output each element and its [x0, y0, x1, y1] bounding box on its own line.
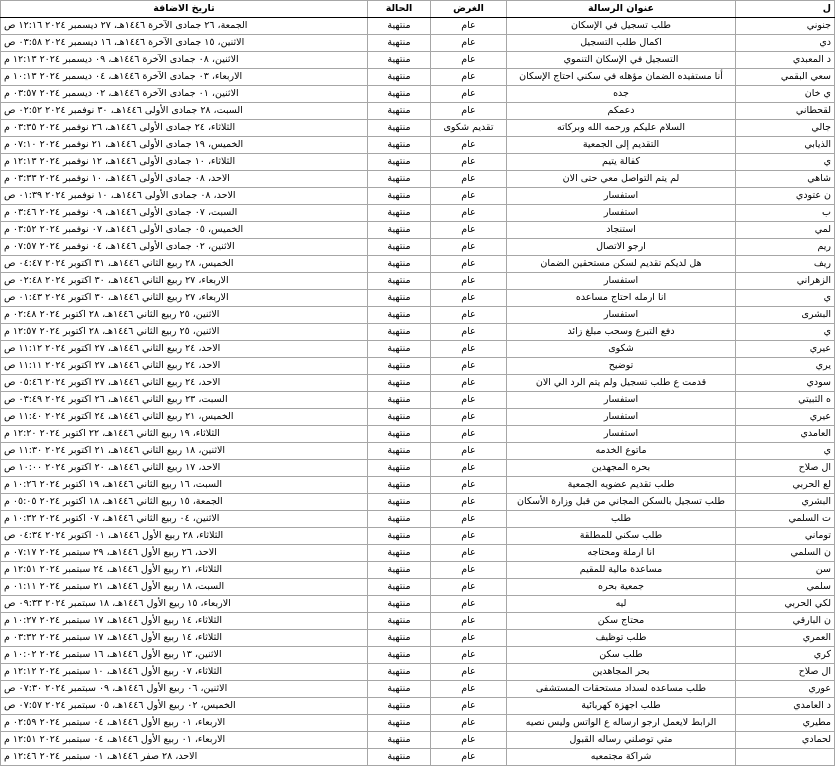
cell-name[interactable]: ن عتودي [736, 188, 835, 205]
cell-purpose[interactable]: عام [431, 749, 507, 766]
cell-date[interactable]: الاثنين، ٢٥ ربيع الثاني ١٤٤٦هـ، ٢٨ اكتوبر ٢٠٢٤ ١٢:٥٧ م [1, 324, 368, 341]
cell-status[interactable]: منتهية [368, 358, 431, 375]
cell-status[interactable]: منتهية [368, 103, 431, 120]
cell-date[interactable]: الاربعاء، ٠١ ربيع الأول ١٤٤٦هـ، ٠٤ سبتمبر ٢٠٢٤ ١٢:٥١ م [1, 732, 368, 749]
table-row[interactable] [1, 749, 835, 766]
cell-purpose[interactable]: عام [431, 562, 507, 579]
cell-status[interactable]: منتهية [368, 562, 431, 579]
cell-name[interactable]: لحمادي [736, 732, 835, 749]
cell-title[interactable]: طلب اجهزة كهربائية [507, 698, 736, 715]
cell-date[interactable]: الخميس، ٢٨ ربيع الثاني ١٤٤٦هـ، ٣١ اكتوبر ٢٠٢٤ ٠٤:٤٧ ص [1, 256, 368, 273]
table-row[interactable] [1, 273, 835, 290]
cell-purpose[interactable]: عام [431, 613, 507, 630]
cell-title[interactable]: استفسار [507, 392, 736, 409]
cell-purpose[interactable]: عام [431, 341, 507, 358]
cell-title[interactable]: اكمال طلب التسجيل [507, 35, 736, 52]
cell-status[interactable]: منتهية [368, 664, 431, 681]
table-row[interactable] [1, 443, 835, 460]
table-row[interactable] [1, 137, 835, 154]
cell-title[interactable]: أنا مستفيده الضمان مؤهله في سكني احتاج الإسكان [507, 69, 736, 86]
table-row[interactable] [1, 375, 835, 392]
cell-status[interactable]: منتهية [368, 307, 431, 324]
cell-purpose[interactable]: عام [431, 477, 507, 494]
cell-name[interactable]: ه الثبيتي [736, 392, 835, 409]
cell-date[interactable]: الاربعاء، ٠٣ جمادى الآخرة ١٤٤٦هـ، ٠٤ ديسمبر ٢٠٢٤ ١٠:١٣ م [1, 69, 368, 86]
cell-title[interactable]: شكوى [507, 341, 736, 358]
cell-purpose[interactable]: عام [431, 290, 507, 307]
cell-name[interactable]: سودي [736, 375, 835, 392]
header-name[interactable]: ل [736, 1, 835, 18]
cell-purpose[interactable]: عام [431, 494, 507, 511]
table-row[interactable] [1, 562, 835, 579]
cell-title[interactable]: استفسار [507, 307, 736, 324]
header-row [1, 1, 835, 18]
cell-purpose[interactable]: عام [431, 545, 507, 562]
cell-purpose[interactable]: عام [431, 103, 507, 120]
cell-status[interactable]: منتهية [368, 171, 431, 188]
cell-title[interactable]: استفسار [507, 273, 736, 290]
cell-date[interactable]: الاحد، ٢٦ ربيع الأول ١٤٤٦هـ، ٢٩ سبتمبر ٢٠٢٤ ٠٧:١٧ م [1, 545, 368, 562]
cell-name[interactable]: دي [736, 35, 835, 52]
cell-name[interactable] [736, 749, 835, 766]
header-status[interactable]: الحالة [368, 1, 431, 18]
table-row[interactable] [1, 613, 835, 630]
cell-name[interactable]: ن السلمي [736, 545, 835, 562]
cell-name[interactable]: ي [736, 324, 835, 341]
cell-purpose[interactable]: عام [431, 256, 507, 273]
cell-title[interactable]: بحره المجهدين [507, 460, 736, 477]
cell-date[interactable]: الاثنين، ٢٥ ربيع الثاني ١٤٤٦هـ، ٢٨ اكتوبر ٢٠٢٤ ٠٢:٤٨ م [1, 307, 368, 324]
cell-date[interactable]: الاثنين، ٠١ جمادى الآخرة ١٤٤٦هـ، ٠٢ ديسمبر ٢٠٢٤ ٠٣:٥٧ م [1, 86, 368, 103]
cell-date[interactable]: الاحد، ٠٨ جمادى الأولى ١٤٤٦هـ، ١٠ نوفمبر ٢٠٢٤ ٠٣:٣٣ م [1, 171, 368, 188]
cell-date[interactable]: الثلاثاء، ١٤ ربيع الأول ١٤٤٦هـ، ١٧ سبتمبر ٢٠٢٤ ٠٣:٣٢ م [1, 630, 368, 647]
table-row[interactable] [1, 35, 835, 52]
table-row[interactable] [1, 86, 835, 103]
cell-status[interactable]: منتهية [368, 715, 431, 732]
table-row[interactable] [1, 103, 835, 120]
cell-name[interactable]: عوري [736, 681, 835, 698]
cell-title[interactable]: توضيح [507, 358, 736, 375]
table-row[interactable] [1, 545, 835, 562]
cell-name[interactable]: سن [736, 562, 835, 579]
cell-date[interactable]: الاثنين، ٠٨ جمادى الآخرة ١٤٤٦هـ، ٠٩ ديسمبر ٢٠٢٤ ١٢:١٣ م [1, 52, 368, 69]
cell-date[interactable]: الاثنين، ٠٢ جمادى الأولى ١٤٤٦هـ، ٠٤ نوفمبر ٢٠٢٤ ٠٧:٥٧ م [1, 239, 368, 256]
cell-status[interactable]: منتهية [368, 443, 431, 460]
table-row[interactable] [1, 392, 835, 409]
cell-title[interactable]: طلب سكن [507, 647, 736, 664]
table-row[interactable] [1, 409, 835, 426]
cell-date[interactable]: الاربعاء، ١٥ ربيع الأول ١٤٤٦هـ، ١٨ سبتمبر ٢٠٢٤ ٠٩:٣٣ ص [1, 596, 368, 613]
cell-name[interactable]: عيري [736, 409, 835, 426]
cell-title[interactable]: دفع التبرع وسحب مبلغ زائد [507, 324, 736, 341]
cell-status[interactable]: منتهية [368, 273, 431, 290]
cell-purpose[interactable]: عام [431, 426, 507, 443]
cell-name[interactable]: العمري [736, 630, 835, 647]
cell-name[interactable]: جنوني [736, 18, 835, 35]
cell-title[interactable]: التقديم إلى الجمعية [507, 137, 736, 154]
cell-date[interactable]: الاربعاء، ٢٧ ربيع الثاني ١٤٤٦هـ، ٣٠ اكتوبر ٢٠٢٤ ٠١:٤٣ ص [1, 290, 368, 307]
cell-title[interactable]: طلب [507, 511, 736, 528]
cell-title[interactable]: طلب سكني للمطلقة [507, 528, 736, 545]
cell-name[interactable]: ريم [736, 239, 835, 256]
cell-name[interactable]: البشرى [736, 307, 835, 324]
cell-purpose[interactable]: عام [431, 732, 507, 749]
cell-title[interactable]: جمعية بحره [507, 579, 736, 596]
table-row[interactable] [1, 664, 835, 681]
cell-title[interactable]: قدمت ع طلب تسجيل ولم يتم الرد الي الان [507, 375, 736, 392]
cell-name[interactable]: د المعبدي [736, 52, 835, 69]
cell-status[interactable]: منتهية [368, 545, 431, 562]
cell-purpose[interactable]: عام [431, 375, 507, 392]
cell-date[interactable]: الثلاثاء، ١٠ جمادى الأولى ١٤٤٦هـ، ١٢ نوفمبر ٢٠٢٤ ١٢:١٣ م [1, 154, 368, 171]
cell-date[interactable]: الخميس، ٢١ ربيع الثاني ١٤٤٦هـ، ٢٤ اكتوبر ٢٠٢٤ ١١:٤٠ ص [1, 409, 368, 426]
table-row[interactable] [1, 256, 835, 273]
table-row[interactable] [1, 477, 835, 494]
cell-status[interactable]: منتهية [368, 613, 431, 630]
cell-name[interactable]: كري [736, 647, 835, 664]
cell-name[interactable]: ي خان [736, 86, 835, 103]
cell-status[interactable]: منتهية [368, 426, 431, 443]
table-row[interactable] [1, 154, 835, 171]
cell-purpose[interactable]: عام [431, 205, 507, 222]
cell-purpose[interactable]: عام [431, 460, 507, 477]
cell-name[interactable]: ريف [736, 256, 835, 273]
cell-purpose[interactable]: عام [431, 409, 507, 426]
cell-date[interactable]: السبت، ٠٧ جمادى الأولى ١٤٤٦هـ، ٠٩ نوفمبر ٢٠٢٤ ٠٣:٤٦ م [1, 205, 368, 222]
cell-name[interactable]: يري [736, 358, 835, 375]
cell-date[interactable]: الجمعة، ٢٦ جمادى الآخرة ١٤٤٦هـ، ٢٧ ديسمبر ٢٠٢٤ ١٢:١٦ ص [1, 18, 368, 35]
table-row[interactable] [1, 460, 835, 477]
cell-title[interactable]: طلب تقديم عضويه الجمعية [507, 477, 736, 494]
table-row[interactable] [1, 647, 835, 664]
cell-purpose[interactable]: عام [431, 324, 507, 341]
cell-name[interactable]: جالي [736, 120, 835, 137]
cell-status[interactable]: منتهية [368, 188, 431, 205]
cell-name[interactable]: لقحطاني [736, 103, 835, 120]
cell-date[interactable]: الخميس، ٠٥ جمادى الأولى ١٤٤٦هـ، ٠٧ نوفمبر ٢٠٢٤ ٠٣:٥٢ م [1, 222, 368, 239]
cell-date[interactable]: الاثنين، ١٨ ربيع الثاني ١٤٤٦هـ، ٢١ اكتوبر ٢٠٢٤ ١١:٣٠ ص [1, 443, 368, 460]
cell-purpose[interactable]: عام [431, 222, 507, 239]
cell-date[interactable]: الاثنين، ٠٦ ربيع الأول ١٤٤٦هـ، ٠٩ سبتمبر ٢٠٢٤ ٠٧:٣٠ ص [1, 681, 368, 698]
cell-status[interactable]: منتهية [368, 528, 431, 545]
cell-status[interactable]: منتهية [368, 749, 431, 766]
cell-date[interactable]: الاربعاء، ٢٧ ربيع الثاني ١٤٤٦هـ، ٣٠ اكتوبر ٢٠٢٤ ٠٢:٤٨ ص [1, 273, 368, 290]
cell-title[interactable]: بحر المجاهدين [507, 664, 736, 681]
cell-date[interactable]: السبت، ٢٨ جمادى الأولى ١٤٤٦هـ، ٣٠ نوفمبر ٢٠٢٤ ٠٢:٥٢ ص [1, 103, 368, 120]
cell-status[interactable]: منتهية [368, 698, 431, 715]
cell-date[interactable]: الاحد، ٢٤ ربيع الثاني ١٤٤٦هـ، ٢٧ اكتوبر ٢٠٢٤ ١١:١٢ ص [1, 341, 368, 358]
cell-name[interactable]: ي [736, 154, 835, 171]
table-row[interactable] [1, 732, 835, 749]
cell-purpose[interactable]: عام [431, 273, 507, 290]
table-row[interactable] [1, 205, 835, 222]
cell-name[interactable]: الذيابي [736, 137, 835, 154]
cell-purpose[interactable]: تقديم شكوى [431, 120, 507, 137]
cell-title[interactable]: شراكة مجتمعيه [507, 749, 736, 766]
cell-name[interactable]: العامدي [736, 426, 835, 443]
cell-purpose[interactable]: عام [431, 630, 507, 647]
cell-name[interactable]: مطيري [736, 715, 835, 732]
cell-name[interactable]: الزهراني [736, 273, 835, 290]
cell-title[interactable]: طلب تسجيل في الإسكان [507, 18, 736, 35]
cell-purpose[interactable]: عام [431, 154, 507, 171]
cell-name[interactable]: لكي الحربي [736, 596, 835, 613]
table-row[interactable] [1, 171, 835, 188]
cell-title[interactable]: السلام عليكم ورحمه الله وبركاته [507, 120, 736, 137]
cell-name[interactable]: ال صلاح [736, 460, 835, 477]
table-row[interactable] [1, 511, 835, 528]
cell-title[interactable]: هل لديكم تقديم لسكن مستحقين الضمان [507, 256, 736, 273]
cell-date[interactable]: السبت، ١٦ ربيع الثاني ١٤٤٦هـ، ١٩ اكتوبر ٢٠٢٤ ١٠:٢٦ م [1, 477, 368, 494]
table-row[interactable] [1, 358, 835, 375]
table-row[interactable] [1, 579, 835, 596]
cell-date[interactable]: الثلاثاء، ٢١ ربيع الأول ١٤٤٦هـ، ٢٤ سبتمبر ٢٠٢٤ ١٢:٥١ م [1, 562, 368, 579]
cell-status[interactable]: منتهية [368, 154, 431, 171]
cell-purpose[interactable]: عام [431, 307, 507, 324]
table-body [1, 18, 835, 766]
table-row[interactable] [1, 120, 835, 137]
table-row[interactable] [1, 290, 835, 307]
table-row[interactable] [1, 341, 835, 358]
cell-status[interactable]: منتهية [368, 86, 431, 103]
table-row[interactable] [1, 239, 835, 256]
cell-purpose[interactable]: عام [431, 52, 507, 69]
cell-purpose[interactable]: عام [431, 596, 507, 613]
header-purpose[interactable]: الغرض [431, 1, 507, 18]
cell-status[interactable]: منتهية [368, 596, 431, 613]
cell-title[interactable]: التسجيل في الإسكان التنموي [507, 52, 736, 69]
cell-status[interactable]: منتهية [368, 477, 431, 494]
cell-name[interactable]: د العامدي [736, 698, 835, 715]
cell-title[interactable]: استفسار [507, 409, 736, 426]
cell-purpose[interactable]: عام [431, 171, 507, 188]
cell-title[interactable]: استفسار [507, 188, 736, 205]
table-row[interactable] [1, 426, 835, 443]
cell-status[interactable]: منتهية [368, 341, 431, 358]
table-row[interactable] [1, 715, 835, 732]
cell-purpose[interactable]: عام [431, 511, 507, 528]
header-title[interactable]: عنوان الرسالة [507, 1, 736, 18]
cell-status[interactable]: منتهية [368, 647, 431, 664]
cell-date[interactable]: الجمعة، ١٥ ربيع الثاني ١٤٤٦هـ، ١٨ اكتوبر ٢٠٢٤ ٠٥:٠٥ م [1, 494, 368, 511]
cell-status[interactable]: منتهية [368, 732, 431, 749]
table-row[interactable] [1, 494, 835, 511]
table-row[interactable] [1, 630, 835, 647]
table-row[interactable] [1, 528, 835, 545]
table-row[interactable] [1, 69, 835, 86]
cell-status[interactable]: منتهية [368, 494, 431, 511]
cell-title[interactable]: الرابط لايعمل ارجو ارساله ع الواتس وليس نصيه [507, 715, 736, 732]
cell-title[interactable]: لم يتم التواصل معي حتى الان [507, 171, 736, 188]
cell-name[interactable]: ت السلمي [736, 511, 835, 528]
cell-purpose[interactable]: عام [431, 392, 507, 409]
cell-purpose[interactable]: عام [431, 137, 507, 154]
cell-purpose[interactable]: عام [431, 528, 507, 545]
cell-title[interactable]: انا ارمله احتاج مساعده [507, 290, 736, 307]
header-date[interactable]: تاريخ الاضافة [1, 1, 368, 18]
cell-purpose[interactable]: عام [431, 35, 507, 52]
cell-date[interactable]: الثلاثاء، ١٩ ربيع الثاني ١٤٤٦هـ، ٢٢ اكتوبر ٢٠٢٤ ١٢:٢٠ م [1, 426, 368, 443]
cell-title[interactable]: طلب تسجيل بالسكن المجاني من قبل وزارة الأسكان [507, 494, 736, 511]
cell-name[interactable]: لمي [736, 222, 835, 239]
cell-name[interactable]: شاهي [736, 171, 835, 188]
cell-title[interactable]: متي توصلني رساله القبول [507, 732, 736, 749]
cell-date[interactable]: الاحد، ٢٨ صفر ١٤٤٦هـ، ٠١ سبتمبر ٢٠٢٤ ١٢:٤٦ م [1, 749, 368, 766]
cell-status[interactable]: منتهية [368, 222, 431, 239]
cell-title[interactable]: ارجو الاتصال [507, 239, 736, 256]
cell-purpose[interactable]: عام [431, 715, 507, 732]
table-row[interactable] [1, 52, 835, 69]
cell-status[interactable]: منتهية [368, 324, 431, 341]
cell-title[interactable]: مساعدة مالية للمقيم [507, 562, 736, 579]
cell-name[interactable]: ال صلاح [736, 664, 835, 681]
cell-name[interactable]: ب [736, 205, 835, 222]
cell-purpose[interactable]: عام [431, 69, 507, 86]
cell-status[interactable]: منتهية [368, 18, 431, 35]
cell-title[interactable]: دعمكم [507, 103, 736, 120]
table-row[interactable] [1, 324, 835, 341]
cell-title[interactable]: كفالة يتيم [507, 154, 736, 171]
cell-name[interactable]: سلمي [736, 579, 835, 596]
cell-date[interactable]: السبت، ٢٣ ربيع الثاني ١٤٤٦هـ، ٢٦ اكتوبر ٢٠٢٤ ٠٣:٤٩ ص [1, 392, 368, 409]
cell-date[interactable]: الاحد، ١٧ ربيع الثاني ١٤٤٦هـ، ٢٠ اكتوبر ٢٠٢٤ ١٠:٠٠ ص [1, 460, 368, 477]
cell-name[interactable]: ي [736, 290, 835, 307]
cell-purpose[interactable]: عام [431, 647, 507, 664]
cell-status[interactable]: منتهية [368, 630, 431, 647]
cell-purpose[interactable]: عام [431, 579, 507, 596]
cell-title[interactable]: ليه [507, 596, 736, 613]
cell-status[interactable]: منتهية [368, 256, 431, 273]
cell-date[interactable]: الاثنين، ١٥ جمادى الآخرة ١٤٤٦هـ، ١٦ ديسمبر ٢٠٢٤ ٠٣:٥٨ ص [1, 35, 368, 52]
cell-status[interactable]: منتهية [368, 392, 431, 409]
table-row[interactable] [1, 222, 835, 239]
cell-name[interactable]: سعي البقمي [736, 69, 835, 86]
cell-status[interactable]: منتهية [368, 511, 431, 528]
cell-status[interactable]: منتهية [368, 239, 431, 256]
cell-title[interactable]: طلب توظيف [507, 630, 736, 647]
cell-date[interactable]: الثلاثاء، ٢٤ جمادى الأولى ١٤٤٦هـ، ٢٦ نوفمبر ٢٠٢٤ ٠٣:٣٥ م [1, 120, 368, 137]
cell-name[interactable]: ن البارقي [736, 613, 835, 630]
cell-status[interactable]: منتهية [368, 205, 431, 222]
cell-status[interactable]: منتهية [368, 681, 431, 698]
cell-date[interactable]: الاثنين، ١٣ ربيع الأول ١٤٤٦هـ، ١٦ سبتمبر ٢٠٢٤ ١٠:٠٢ م [1, 647, 368, 664]
cell-purpose[interactable]: عام [431, 681, 507, 698]
cell-purpose[interactable]: عام [431, 443, 507, 460]
cell-name[interactable]: ي [736, 443, 835, 460]
cell-title[interactable]: انا ارملة ومحتاجه [507, 545, 736, 562]
table-row[interactable] [1, 681, 835, 698]
cell-status[interactable]: منتهية [368, 409, 431, 426]
cell-date[interactable]: الاحد، ٢٤ ربيع الثاني ١٤٤٦هـ، ٢٧ اكتوبر ٢٠٢٤ ٠٥:٤٦ ص [1, 375, 368, 392]
cell-name[interactable]: لع الحربي [736, 477, 835, 494]
cell-date[interactable]: الثلاثاء، ٠٧ ربيع الأول ١٤٤٦هـ، ١٠ سبتمبر ٢٠٢٤ ١٢:١٢ م [1, 664, 368, 681]
cell-date[interactable]: الاثنين، ٠٤ ربيع الثاني ١٤٤٦هـ، ٠٧ اكتوبر ٢٠٢٤ ١٠:٣٢ م [1, 511, 368, 528]
cell-status[interactable]: منتهية [368, 375, 431, 392]
cell-status[interactable]: منتهية [368, 120, 431, 137]
table-row[interactable] [1, 307, 835, 324]
cell-title[interactable]: استفسار [507, 205, 736, 222]
cell-purpose[interactable]: عام [431, 698, 507, 715]
cell-status[interactable]: منتهية [368, 290, 431, 307]
table-row[interactable] [1, 188, 835, 205]
cell-date[interactable]: السبت، ١٨ ربيع الأول ١٤٤٦هـ، ٢١ سبتمبر ٢٠٢٤ ٠١:١١ م [1, 579, 368, 596]
cell-name[interactable]: توماني [736, 528, 835, 545]
cell-title[interactable]: محتاج سكن [507, 613, 736, 630]
cell-status[interactable]: منتهية [368, 35, 431, 52]
cell-purpose[interactable]: عام [431, 664, 507, 681]
table-row[interactable] [1, 698, 835, 715]
cell-status[interactable]: منتهية [368, 579, 431, 596]
cell-name[interactable]: البشري [736, 494, 835, 511]
cell-purpose[interactable]: عام [431, 188, 507, 205]
cell-purpose[interactable]: عام [431, 239, 507, 256]
cell-name[interactable]: عيري [736, 341, 835, 358]
cell-date[interactable]: الخميس، ١٩ جمادى الأولى ١٤٤٦هـ، ٢١ نوفمبر ٢٠٢٤ ٠٧:١٠ م [1, 137, 368, 154]
cell-date[interactable]: الاربعاء، ٠١ ربيع الأول ١٤٤٦هـ، ٠٤ سبتمبر ٢٠٢٤ ٠٢:٥٩ م [1, 715, 368, 732]
cell-title[interactable]: استنجاد [507, 222, 736, 239]
cell-title[interactable]: ماتوع الخدمه [507, 443, 736, 460]
cell-status[interactable]: منتهية [368, 137, 431, 154]
cell-status[interactable]: منتهية [368, 69, 431, 86]
cell-title[interactable]: استفسار [507, 426, 736, 443]
table-row[interactable] [1, 596, 835, 613]
cell-date[interactable]: الاحد، ٠٨ جمادى الأولى ١٤٤٦هـ، ١٠ نوفمبر ٢٠٢٤ ٠١:٣٩ ص [1, 188, 368, 205]
cell-date[interactable]: الثلاثاء، ١٤ ربيع الأول ١٤٤٦هـ، ١٧ سبتمبر ٢٠٢٤ ١٠:٢٧ م [1, 613, 368, 630]
cell-status[interactable]: منتهية [368, 52, 431, 69]
cell-purpose[interactable]: عام [431, 18, 507, 35]
table-row[interactable] [1, 18, 835, 35]
cell-date[interactable]: الثلاثاء، ٢٨ ربيع الأول ١٤٤٦هـ، ٠١ اكتوبر ٢٠٢٤ ٠٤:٣٤ ص [1, 528, 368, 545]
cell-date[interactable]: الخميس، ٠٢ ربيع الأول ١٤٤٦هـ، ٠٥ سبتمبر ٢٠٢٤ ٠٧:٥٧ ص [1, 698, 368, 715]
cell-purpose[interactable]: عام [431, 86, 507, 103]
cell-title[interactable]: جده [507, 86, 736, 103]
cell-date[interactable]: الاحد، ٢٤ ربيع الثاني ١٤٤٦هـ، ٢٧ اكتوبر ٢٠٢٤ ١١:١١ ص [1, 358, 368, 375]
cell-purpose[interactable]: عام [431, 358, 507, 375]
cell-status[interactable]: منتهية [368, 460, 431, 477]
cell-title[interactable]: طلب مساعده لسداد مستحقات المستشفى [507, 681, 736, 698]
